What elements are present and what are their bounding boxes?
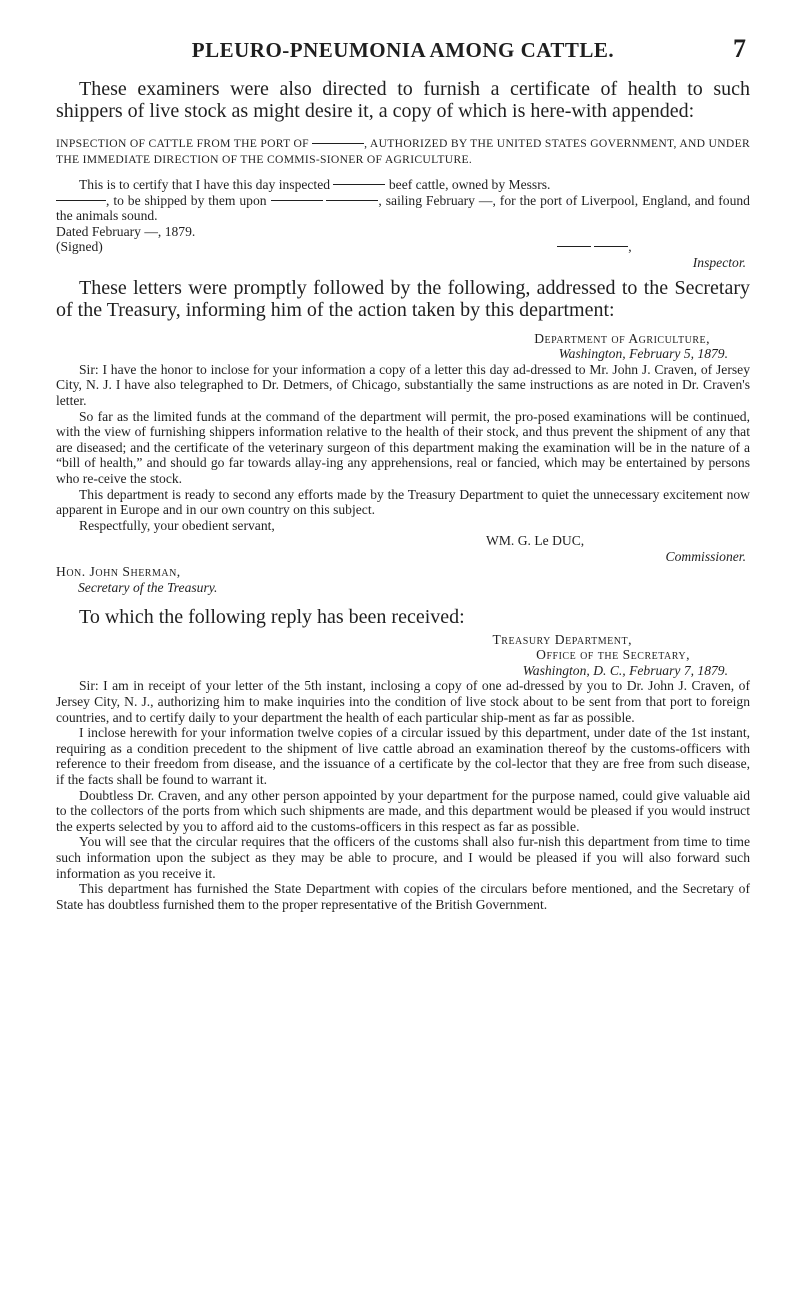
letter-1-addressee-title: Secretary of the Treasury. (78, 580, 218, 596)
certificate-text: beef cattle, owned by Messrs. (388, 177, 551, 192)
letter-1-paragraph: Sir: I have the honor to inclose for your information a copy of a letter this day ad-dressed to Mr. John J. Craven, of Jersey City, N. J. I have also telegraphed to Dr. Detmers, of Chicago, substantially the same instructions as are noted in Dr. Craven's letter. (56, 361, 750, 408)
letter-2-place-date: Washington, D. C., February 7, 1879. (522, 662, 728, 678)
certificate-dated: Dated February —, 1879. (56, 223, 196, 239)
certificate-body (56, 177, 750, 224)
signature-comma: , (628, 239, 632, 255)
letter-1-signer-title: Commissioner. (665, 548, 746, 564)
intro-paragraph: These examiners were also directed to furnish a certificate of health to such shippers of live stock as might desire it, a copy of which is here-with appended: (56, 78, 750, 122)
certificate-text: , to be shipped by them upon (106, 192, 267, 208)
page-number: 7 (733, 34, 746, 63)
letter-1-closing: Respectfully, your obedient servant, (79, 517, 275, 533)
letter-2-paragraph: I inclose herewith for your information twelve copies of a circular issued by this department, under date of the 1st instant, requiring as a condition precedent to the shipment of live cattle abroad an examination thereof by the customs-officers with reference to their freedom from disease, and the issuance of a certificate by the col-lector that they are free from such disease, if the facts shall be found to warrant it. (56, 725, 750, 787)
certificate-heading (56, 136, 750, 167)
certificate-text: This is to certify that I have this day inspected (79, 177, 331, 192)
book-page (56, 34, 750, 912)
blank-line (333, 184, 385, 185)
running-title: PLEURO-PNEUMONIA AMONG CATTLE. (191, 38, 615, 62)
blank-line (312, 143, 364, 144)
inspector-title: Inspector. (692, 254, 746, 270)
certificate-heading-part-2: , AUTHORIZED BY THE UNITED STATES GOVERNMENT, AND UNDER THE IMMEDIATE DIRECTION OF THE COMMIS-SIONER OF AGRICULTURE. (56, 137, 750, 166)
transition-paragraph-2: To which the following reply has been received: (79, 605, 465, 628)
blank-line (594, 246, 628, 247)
letter-1-place-date: Washington, February 5, 1879. (558, 346, 728, 362)
running-head (56, 34, 750, 78)
signed-label: (Signed) (56, 239, 103, 255)
letter-2-office: Office of the Secretary, (536, 647, 690, 663)
letter-1-paragraph: So far as the limited funds at the command of the department will permit, the pro-posed examinations will be continued, with the view of furnishing shippers information relative to the health of their stock, and thus prevent the shipment of any that are diseased; and the certificate of the veterinary surgeon of this department making the examination will be in the nature of a “bill of health,” and should go far towards allay-ing any apprehensions, real or fancied, which may be entertained by persons who re-ceive the stock. (56, 408, 750, 486)
letter-1-signer: WM. G. Le DUC, (486, 533, 585, 549)
certificate-heading-part-1: INPSECTION OF CATTLE FROM THE PORT OF (56, 137, 309, 150)
certificate-text: , sailing February —, for the port of Liverpool, England, and found the animals sound. (56, 192, 750, 224)
letter-2-paragraph: Sir: I am in receipt of your letter of the 5th instant, inclosing a copy of one ad-dressed by you to Dr. John J. Craven, of Jersey City, N. J., authorizing him to make inquiries into the condition of live stock about to be sent from that port to foreign countries, and to certify daily to your department the health of each particular ship-ment as far as possible. (56, 678, 750, 725)
transition-paragraph-1: These letters were promptly followed by the following, addressed to the Secretary of the Treasury, informing him of the action taken by this department: (56, 276, 750, 321)
certificate-signed-line (56, 239, 750, 255)
letter-2-paragraph: This department has furnished the State Department with copies of the circulars before mentioned, and the Secretary of State has doubtless furnished them to the proper representative of the British Government. (56, 881, 750, 912)
letter-1-addressee: Hon. John Sherman, (56, 564, 181, 580)
letter-2-dept: Treasury Department, (492, 631, 632, 647)
blank-line (326, 200, 378, 201)
letter-1-paragraph: This department is ready to second any efforts made by the Treasury Department to quiet the unnecessary excitement now apparent in Europe and in our own country on this subject. (56, 486, 750, 518)
letter-1-dept: Department of Agriculture, (534, 330, 710, 346)
blank-line (271, 200, 323, 201)
letter-2-paragraph: Doubtless Dr. Craven, and any other person appointed by your department for the purpose named, could give valuable aid to the collectors of the ports from which such shipments are made, and this department would be pleased if you would instruct the experts selected by you to afford aid to the customs-officers in this respect as far as possible. (56, 787, 750, 834)
blank-line (56, 200, 106, 201)
letter-2-paragraph: You will see that the circular requires that the officers of the customs shall also fur-nish this department from time to time such information upon the subject as they may be able to procure, and I would be pleased if you will also forward such information as you receive it. (56, 834, 750, 881)
blank-line (557, 246, 591, 247)
